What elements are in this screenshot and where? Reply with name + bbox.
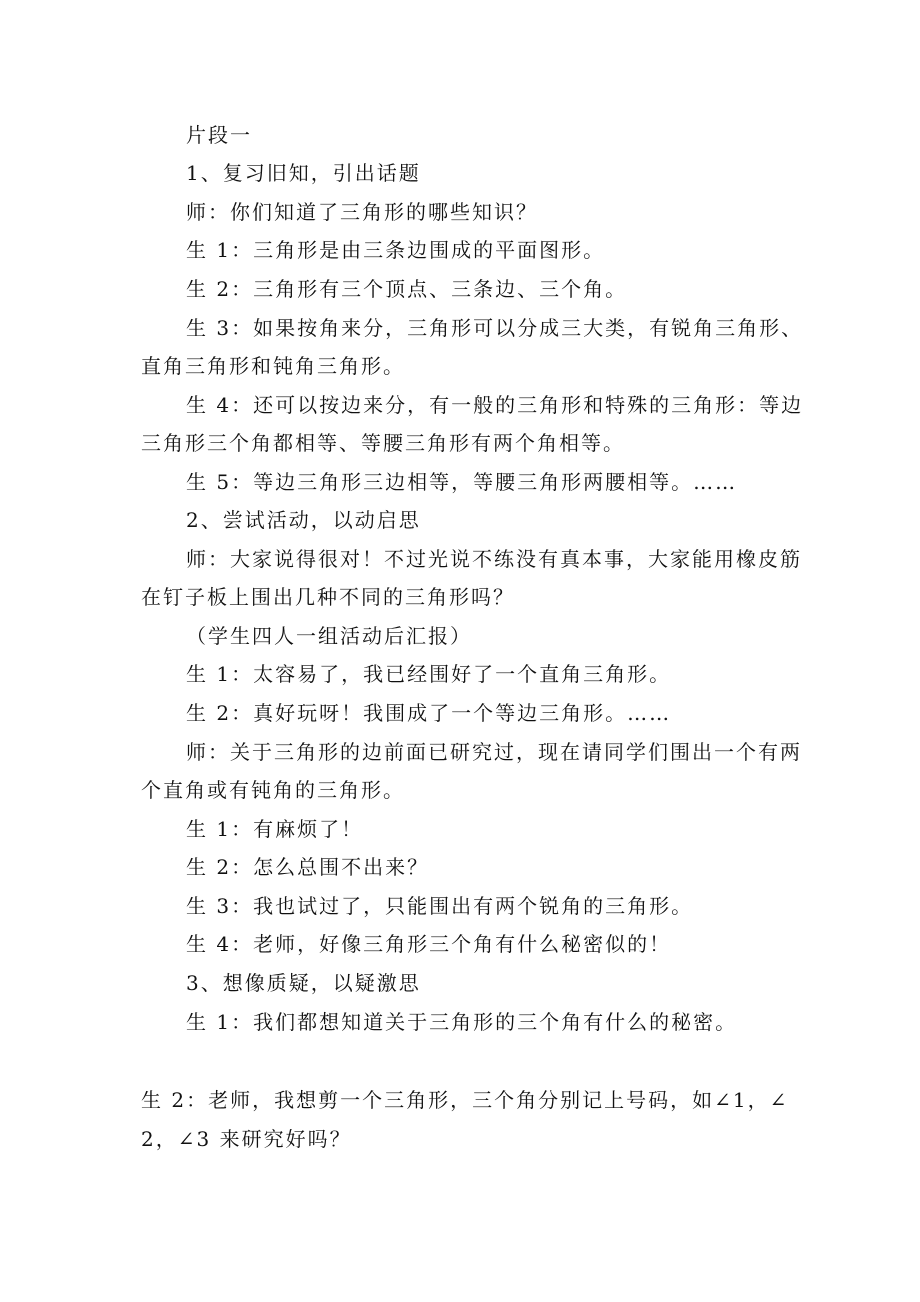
paragraph-line: 生 2：真好玩呀！我围成了一个等边三角形。…… (186, 701, 672, 725)
paragraph-line: 直角三角形和钝角三角形。 (141, 354, 405, 378)
heading-3: 3、想像质疑，以疑激思 (186, 971, 421, 995)
paragraph-line: 师：你们知道了三角形的哪些知识？ (186, 200, 538, 224)
paragraph-line: 生 4：还可以按边来分，有一般的三角形和特殊的三角形：等边 (186, 393, 804, 417)
paragraph-line: 师：关于三角形的边前面已研究过，现在请同学们围出一个有两 (186, 740, 802, 764)
paragraph-line: 2，∠3 来研究好吗？ (141, 1127, 352, 1151)
section-title: 片段一 (186, 123, 252, 147)
paragraph-line: （学生四人一组活动后汇报） (186, 624, 472, 648)
paragraph-line: 生 1：我们都想知道关于三角形的三个角有什么的秘密。 (186, 1010, 738, 1034)
paragraph-line: 师：大家说得很对！不过光说不练没有真本事，大家能用橡皮筋 (186, 547, 802, 571)
paragraph-line: 生 2：怎么总围不出来？ (186, 855, 430, 879)
paragraph-line: 生 3：我也试过了，只能围出有两个锐角的三角形。 (186, 894, 694, 918)
paragraph-line: 生 1：太容易了，我已经围好了一个直角三角形。 (186, 662, 672, 686)
paragraph-line: 生 5：等边三角形三边相等，等腰三角形两腰相等。…… (186, 470, 738, 494)
paragraph-line: 生 1：三角形是由三条边围成的平面图形。 (186, 238, 606, 262)
paragraph-line: 三角形三个角都相等、等腰三角形有两个角相等。 (141, 431, 625, 455)
paragraph-line: 生 4：老师，好像三角形三个角有什么秘密似的！ (186, 932, 672, 956)
heading-2: 2、尝试活动，以动启思 (186, 508, 421, 532)
paragraph-line: 生 2：三角形有三个顶点、三条边、三个角。 (186, 277, 628, 301)
paragraph-line: 生 2：老师，我想剪一个三角形，三个角分别记上号码，如∠1，∠ (141, 1088, 789, 1112)
heading-1: 1、复习旧知，引出话题 (186, 161, 421, 185)
paragraph-line: 生 3：如果按角来分，三角形可以分成三大类，有锐角三角形、 (186, 316, 804, 340)
paragraph-line: 在钉子板上围出几种不同的三角形吗？ (141, 585, 515, 609)
paragraph-line: 个直角或有钝角的三角形。 (141, 778, 405, 802)
paragraph-line: 生 1：有麻烦了！ (186, 817, 364, 841)
